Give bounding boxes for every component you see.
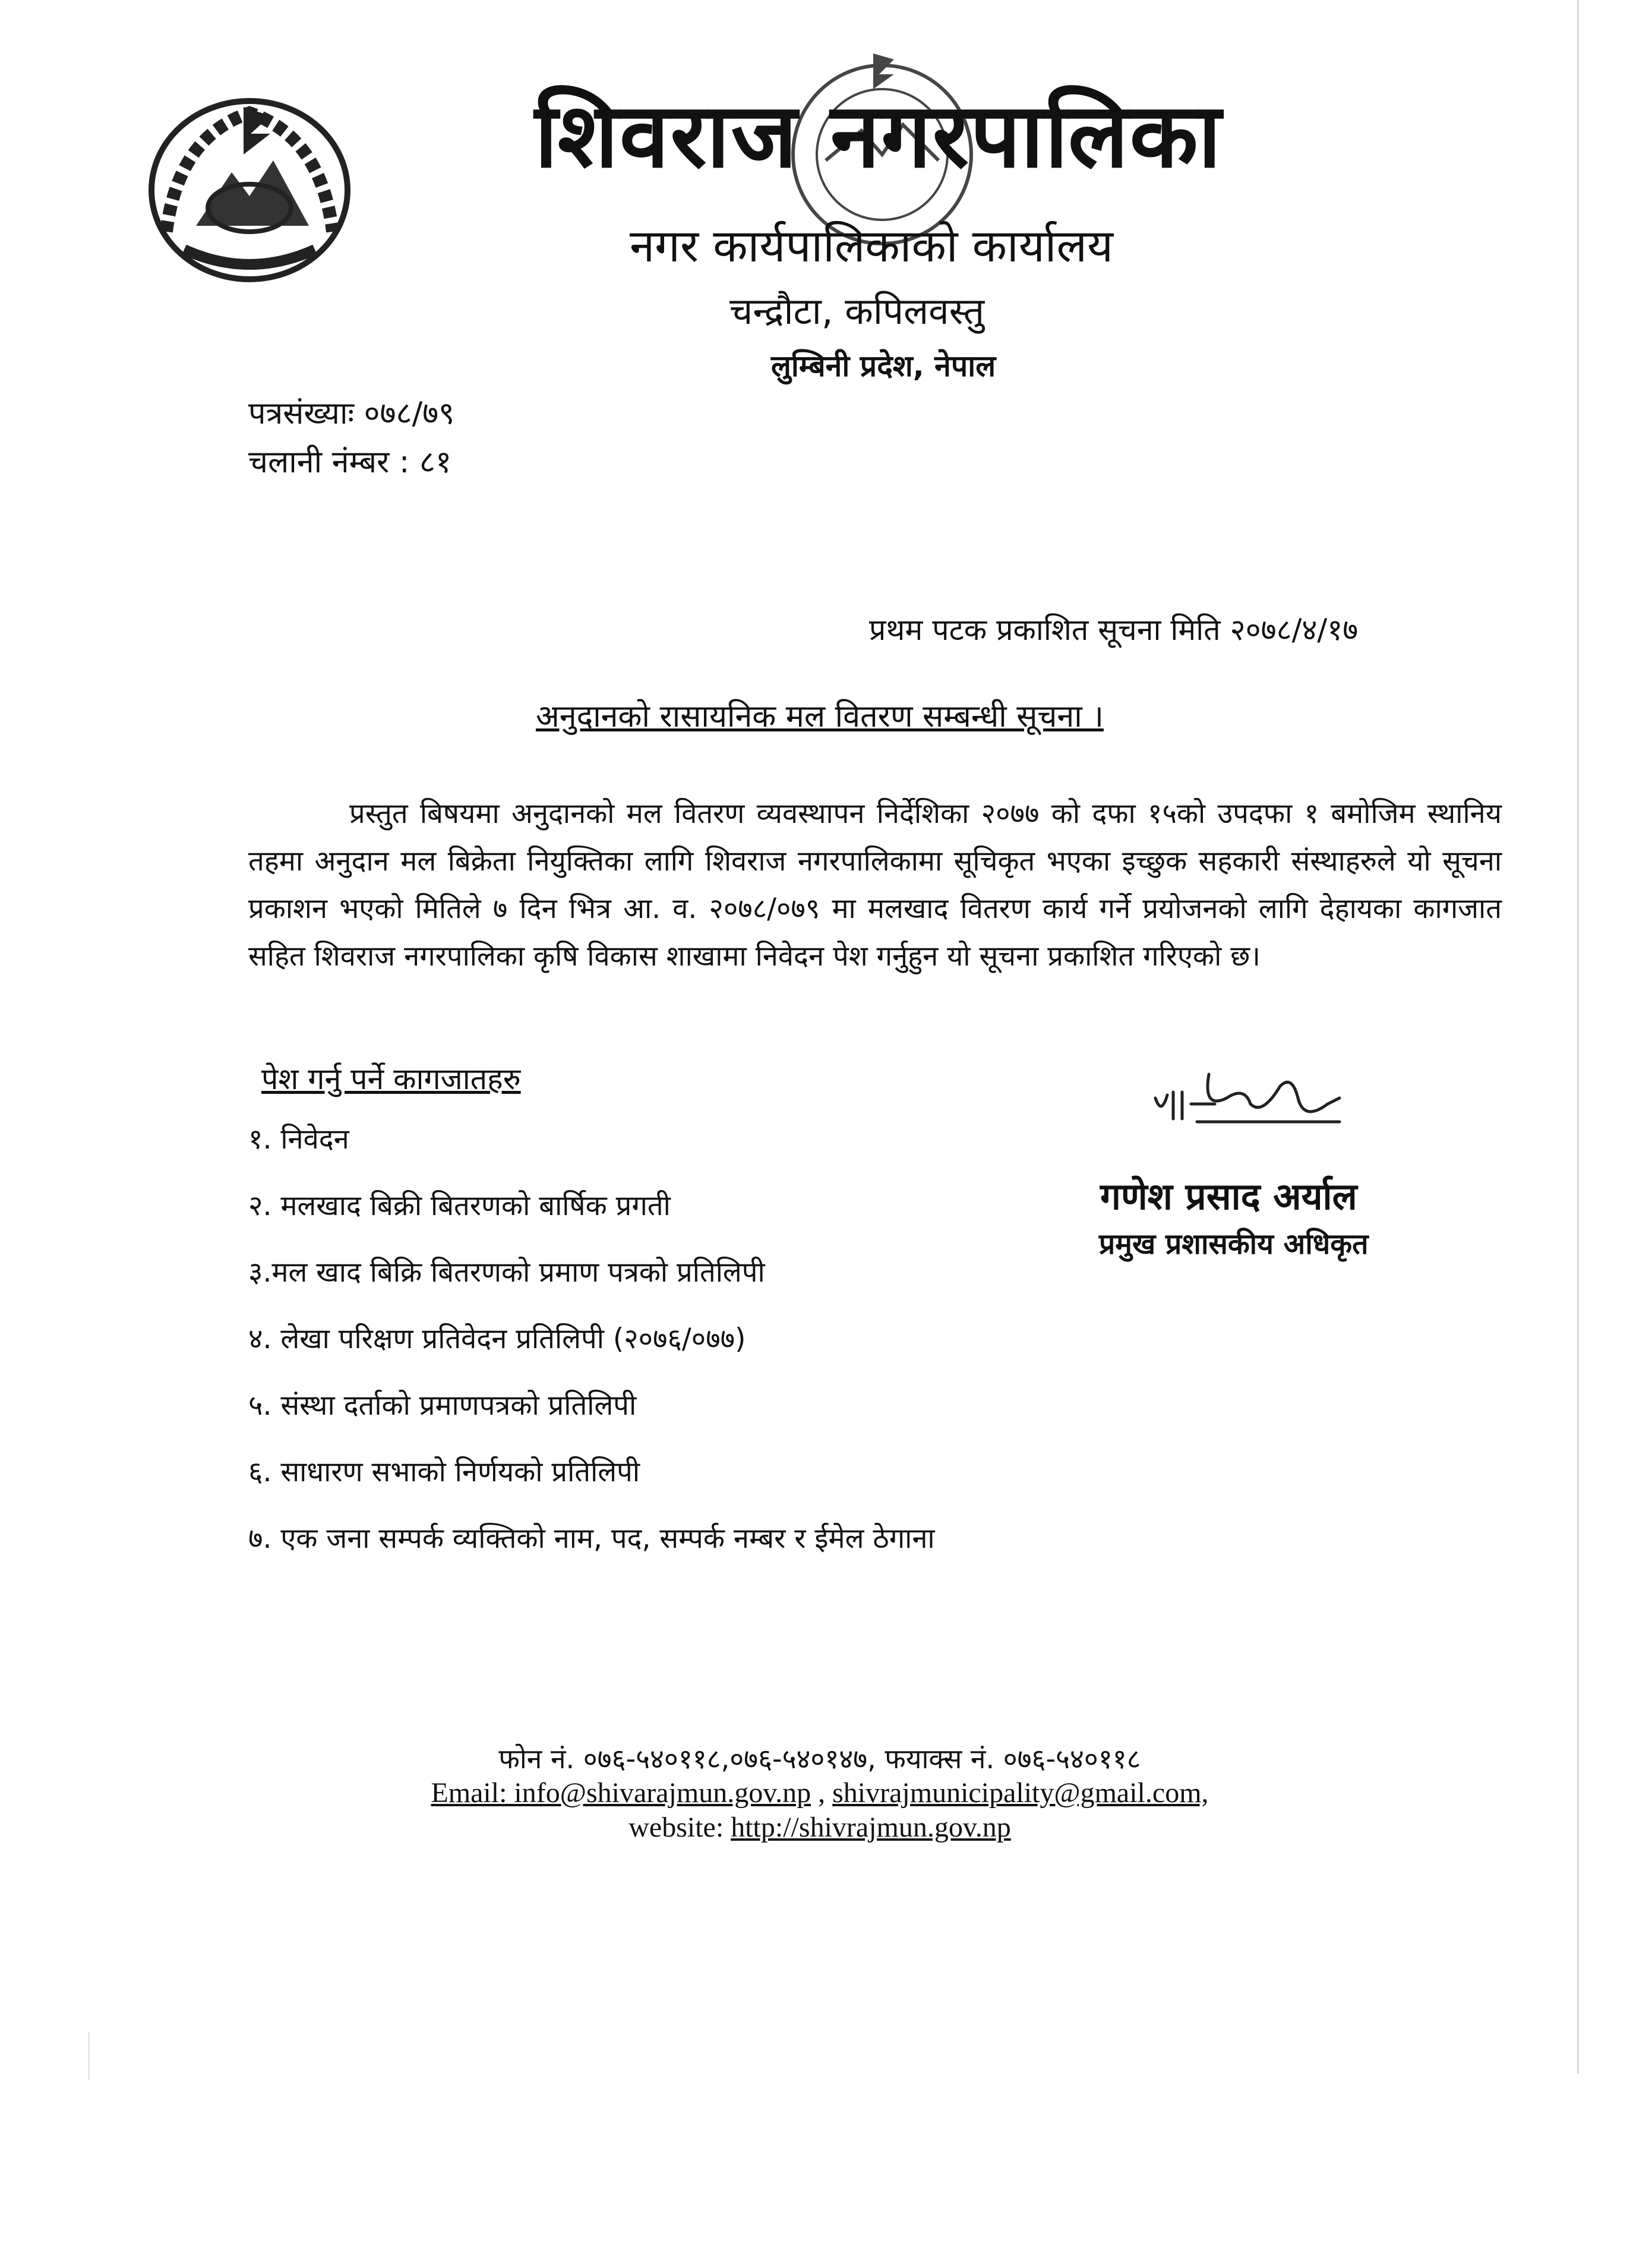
scan-edge-mark [88, 2032, 90, 2080]
list-item: २. मलखाद बिक्री बितरणको बार्षिक प्रगती [248, 1190, 671, 1222]
email-separator: , [811, 1777, 833, 1809]
website-link[interactable]: http://shivrajmun.gov.np [731, 1812, 1011, 1843]
province-country: लुम्बिनी प्रदेश, नेपाल [771, 349, 996, 383]
office-location: चन्द्रौटा, कपिलवस्तु [729, 289, 985, 333]
dispatch-number: चलानी नंम्बर : ८१ [248, 444, 451, 480]
letter-number: पत्रसंख्याः ०७८/७९ [248, 396, 455, 431]
signature-icon [1149, 1062, 1345, 1128]
email-link[interactable]: Email: info@shivarajmun.gov.np [431, 1777, 811, 1809]
municipality-title: शिवराज नगरपालिका [535, 84, 1223, 188]
email-link-2[interactable]: shivrajmunicipality@gmail.com, [832, 1777, 1209, 1809]
signatory-name: गणेश प्रसाद अर्याल [1100, 1175, 1357, 1218]
list-item: ७. एक जना सम्पर्क व्यक्तिको नाम, पद, सम्पर्क नम्बर र ईमेल ठेगाना [248, 1522, 935, 1555]
footer-phone: फोन नं. ०७६-५४०११८,०७६-५४०१४७, फयाक्स नं. ०७६-५४०११८ [498, 1743, 1141, 1775]
scan-edge [1577, 0, 1579, 2074]
notice-body: प्रस्तुत बिषयमा अनुदानको मल वितरण व्यवस्थापन निर्देशिका २०७७ को दफा १५को उपदफा १ बमोजिम स्थानिय तहमा अनुदान मल बिक्रेता नियुक्तिका लागि शिवराज नगरपालिकामा सूचिकृत भएका इच्छुक सहकारी संस्थाहरुले यो सूचना प्रकाशन भएको मितिले ७ दिन भित्र आ. व. २०७८/०७९ मा मलखाद वितरण कार्य गर्ने प्रयोजनको लागि देहायका कागजात सहित शिवराज नगरपालिका कृषि विकास शाखामा निवेदन पेश गर्नुहुन यो सूचना प्रकाशित गरिएको छ। [248, 797, 1502, 973]
notice-subject: अनुदानको रासायनिक मल वितरण सम्बन्धी सूचना । [536, 699, 1104, 734]
list-item: ६. साधारण सभाको निर्णयको प्रतिलिपी [248, 1456, 640, 1488]
list-item: ४. लेखा परिक्षण प्रतिवेदन प्रतिलिपी (२०७६/०७७) [248, 1323, 746, 1355]
list-item: १. निवेदन [248, 1123, 349, 1156]
documents-heading: पेश गर्नु पर्ने कागजातहरु [261, 1062, 521, 1096]
footer-website [356, 1811, 1283, 1844]
signatory-title: प्रमुख प्रशासकीय अधिकृत [1099, 1228, 1369, 1261]
footer-email [356, 1777, 1283, 1809]
office-name: नगर कार्यपालिकाको कार्यालय [630, 219, 1114, 272]
list-item: ३.मल खाद बिक्रि बितरणको प्रमाण पत्रको प्रतिलिपी [248, 1256, 765, 1289]
publication-date: प्रथम पटक प्रकाशित सूचना मिति २०७८/४/१७ [869, 613, 1359, 647]
nepal-emblem-icon [143, 89, 356, 285]
website-label: website: [628, 1812, 731, 1843]
list-item: ५. संस्था दर्ताको प्रमाणपत्रको प्रतिलिपी [248, 1389, 637, 1422]
documents-list [248, 1122, 935, 1588]
